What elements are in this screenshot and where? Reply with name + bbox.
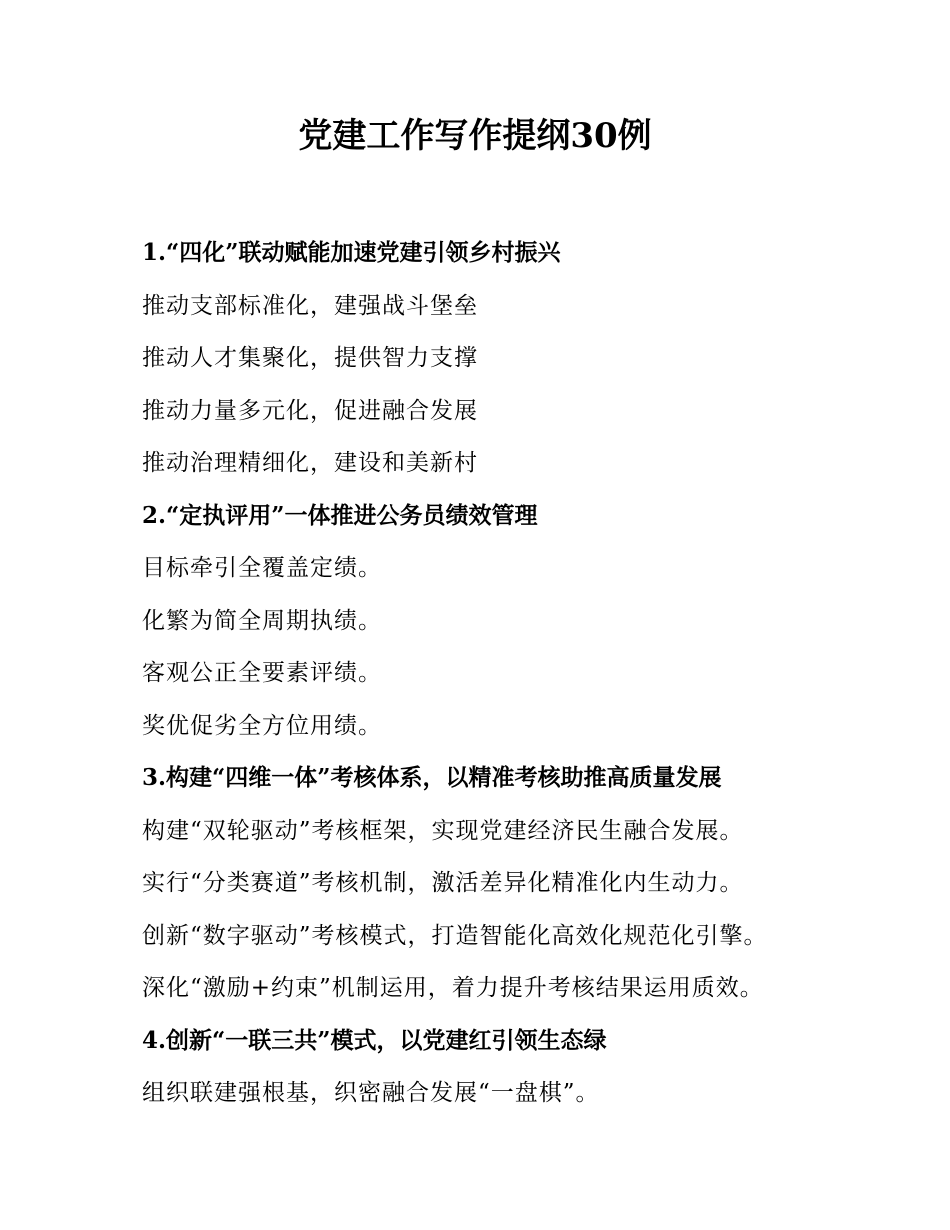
- list-item: 深化“激励+约束”机制运用，着力提升考核结果运用质效。: [142, 975, 764, 1001]
- list-item: 客观公正全要素评绩。: [142, 660, 382, 686]
- section-heading: 2.“定执评用”一体推进公务员绩效管理: [142, 501, 538, 529]
- list-item: 化繁为简全周期执绩。: [142, 607, 382, 634]
- section-3: [142, 752, 902, 1015]
- section-2: [142, 490, 902, 753]
- document-title: 党建工作写作提纲30例: [298, 116, 652, 156]
- list-item: 推动力量多元化，促进融合发展: [142, 397, 478, 424]
- list-item: 实行“分类赛道”考核机制，激活差异化精准化内生动力。: [142, 870, 744, 896]
- list-item: 推动人才集聚化，提供智力支撑: [142, 345, 478, 371]
- section-heading: 4.创新“一联三共”模式，以党建红引领生态绿: [142, 1026, 607, 1054]
- list-item: 构建“双轮驱动”考核框架，实现党建经济民生融合发展。: [142, 817, 744, 844]
- list-item: 推动支部标准化，建强战斗堡垒: [142, 292, 478, 319]
- section-heading: 3.构建“四维一体”考核体系，以精准考核助推高质量发展: [142, 764, 722, 791]
- list-item: 推动治理精细化，建设和美新村: [142, 450, 478, 476]
- section-4: [142, 1015, 902, 1120]
- document-body: [142, 227, 902, 1120]
- list-item: 创新“数字驱动”考核模式，打造智能化高效化规范化引擎。: [142, 922, 768, 949]
- section-1: [142, 227, 902, 490]
- list-item: 目标牵引全覆盖定绩。: [142, 555, 382, 581]
- list-item: 组织联建强根基，织密融合发展“一盘棋”。: [142, 1080, 600, 1106]
- list-item: 奖优促劣全方位用绩。: [142, 712, 382, 739]
- section-heading: 1.“四化”联动赋能加速党建引领乡村振兴: [142, 239, 561, 266]
